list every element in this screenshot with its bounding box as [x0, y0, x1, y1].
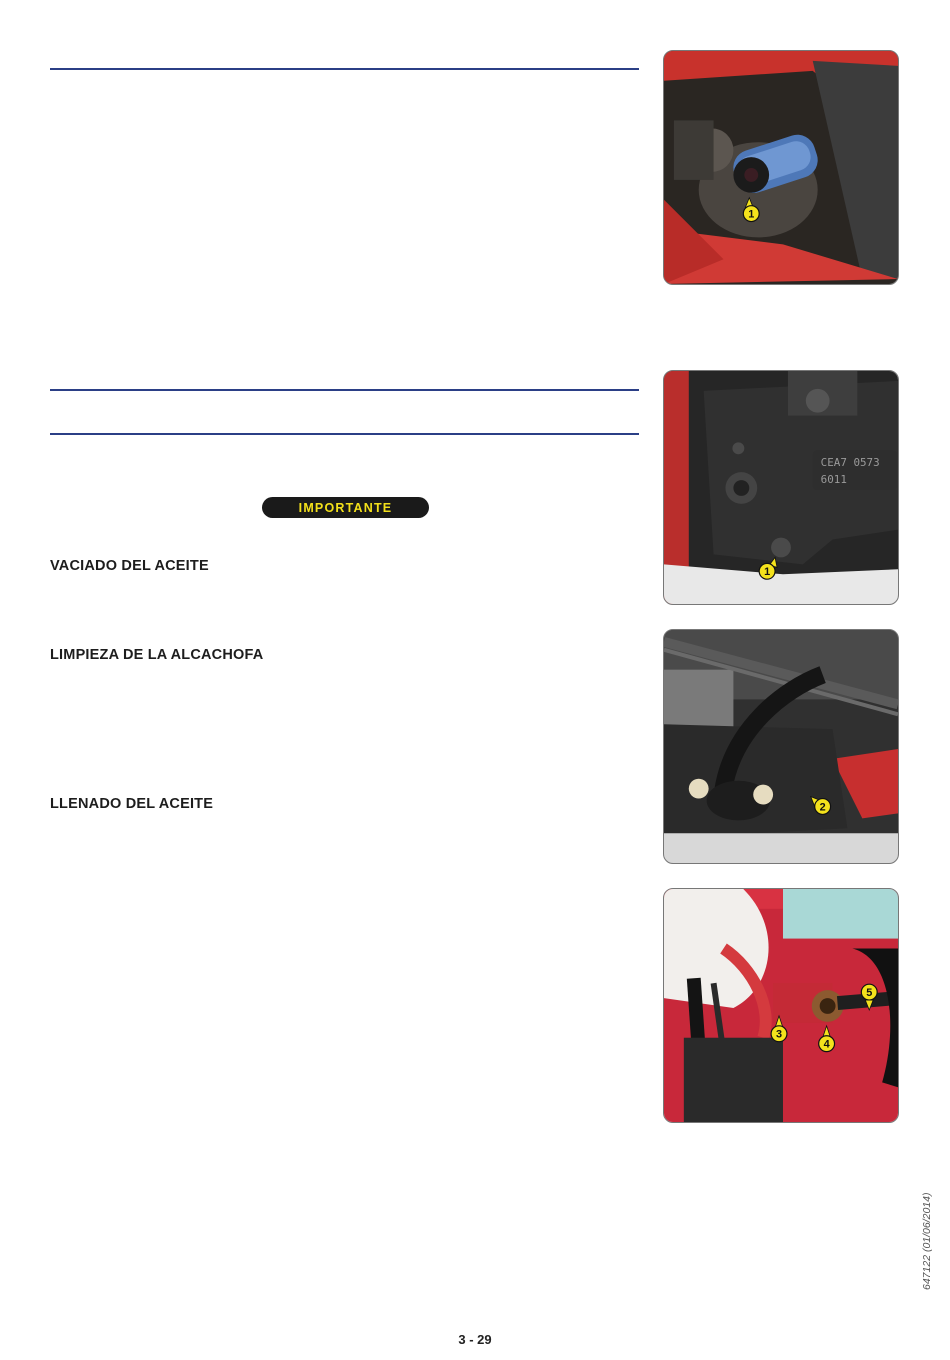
section-rule-middle-1 — [50, 389, 639, 391]
callout-2: 2 — [819, 801, 826, 814]
heading-llenado-del-aceite: LLENADO DEL ACEITE — [50, 796, 214, 812]
document-reference: 647122 (01/06/2014) — [921, 1192, 933, 1290]
photo-drain-plug — [663, 370, 899, 605]
callout-4: 4 — [823, 1038, 830, 1051]
section-rule-top — [50, 68, 639, 70]
callout-3: 3 — [775, 1028, 783, 1041]
casting-stamp-line-2: 6011 — [820, 473, 847, 487]
heading-limpieza-de-la-alcachofa: LIMPIEZA DE LA ALCACHOFA — [50, 647, 264, 663]
heading-vaciado-del-aceite: VACIADO DEL ACEITE — [50, 558, 209, 574]
callout-5: 5 — [866, 987, 873, 1000]
important-badge: IMPORTANTE — [262, 497, 429, 518]
photo-strainer-cover — [663, 629, 899, 864]
casting-stamp-line-1: CEA7 0573 — [820, 456, 880, 470]
photo-air-filter — [663, 50, 899, 285]
page-number: 3 - 29 — [458, 1332, 492, 1347]
photo-oil-filling — [663, 888, 899, 1123]
callout-1-drain: 1 — [764, 566, 771, 579]
callout-1: 1 — [748, 208, 755, 221]
section-rule-middle-2 — [50, 433, 639, 435]
